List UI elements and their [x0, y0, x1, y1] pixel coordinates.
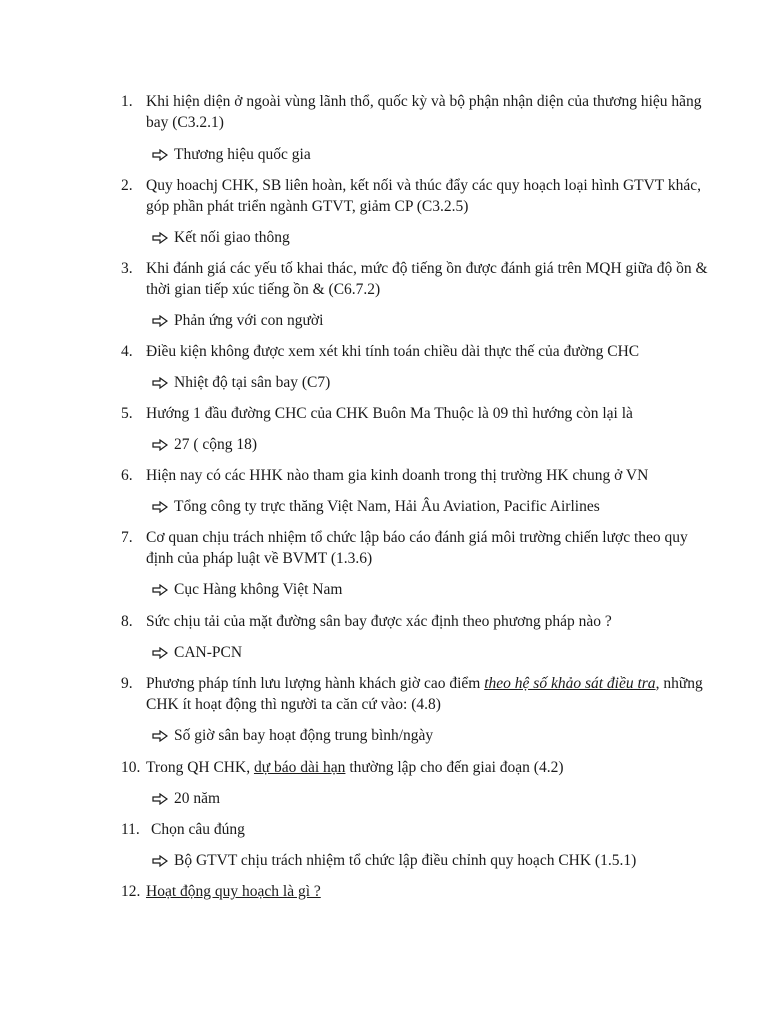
- answer-text: 20 năm: [174, 790, 221, 807]
- question-number: 9.: [121, 675, 133, 692]
- question-7: [121, 527, 711, 569]
- question-number: 8.: [121, 613, 133, 630]
- answer-9: [152, 725, 433, 746]
- question-number: 10.: [121, 759, 141, 776]
- question-text: Hướng 1 đầu đường CHC của CHK Buôn Ma Thuộc là 09 thì hướng còn lại là: [146, 405, 633, 422]
- question-number: 11.: [121, 821, 140, 838]
- arrow-right-icon: [152, 377, 174, 389]
- question-text: Sức chịu tải của mặt đường sân bay được xác định theo phương pháp nào ?: [146, 613, 612, 630]
- question-4: [121, 341, 711, 362]
- question-text: Chọn câu đúng: [151, 821, 245, 838]
- arrow-right-icon: [152, 855, 174, 867]
- answer-text: CAN-PCN: [174, 644, 243, 661]
- question-text: Khi hiện diện ở ngoài vùng lãnh thổ, quốc kỳ và bộ phận nhận diện của thương hiệu hãng bay (C3.2.1): [146, 93, 702, 131]
- question-text-part: Phương pháp tính lưu lượng hành khách giờ cao điểm: [146, 675, 485, 692]
- arrow-right-icon: [152, 315, 174, 327]
- question-number: 3.: [121, 260, 133, 277]
- question-emphasis: dự báo dài hạn: [253, 759, 346, 776]
- answer-text: Cục Hàng không Việt Nam: [174, 581, 343, 598]
- answer-text: Bộ GTVT chịu trách nhiệm tổ chức lập điều chỉnh quy hoạch CHK (1.5.1): [174, 852, 637, 869]
- answer-10: [152, 788, 220, 809]
- question-text: Cơ quan chịu trách nhiệm tổ chức lập báo cáo đánh giá môi trường chiến lược theo quy định của pháp luật về BVMT (1.3.6): [146, 529, 688, 567]
- answer-text: Nhiệt độ tại sân bay (C7): [174, 374, 331, 391]
- question-text: [146, 673, 711, 715]
- question-number: 12.: [121, 883, 141, 900]
- arrow-right-icon: [152, 793, 174, 805]
- question-number: 4.: [121, 343, 133, 360]
- arrow-right-icon: [152, 647, 174, 659]
- question-number: 5.: [121, 405, 133, 422]
- question-text: Điều kiện không được xem xét khi tính toán chiều dài thực thế của đường CHC: [146, 343, 640, 360]
- question-1: [121, 91, 711, 133]
- question-text: Hiện nay có các HHK nào tham gia kinh doanh trong thị trường HK chung ở VN: [146, 467, 649, 484]
- question-text-part: thường lập cho đến giai đoạn (4.2): [345, 759, 564, 776]
- question-5: [121, 403, 711, 424]
- answer-text: Kết nối giao thông: [174, 229, 290, 246]
- arrow-right-icon: [152, 501, 174, 513]
- answer-3: [152, 310, 323, 331]
- answer-text: Tổng công ty trực thăng Việt Nam, Hải Âu Aviation, Pacific Airlines: [174, 498, 600, 515]
- arrow-right-icon: [152, 232, 174, 244]
- question-12: [121, 881, 711, 902]
- question-number: 6.: [121, 467, 133, 484]
- answer-text: Phản ứng với con người: [174, 312, 324, 329]
- answer-2: [152, 227, 290, 248]
- question-8: [121, 611, 711, 632]
- arrow-right-icon: [152, 730, 174, 742]
- question-text: Quy hoachj CHK, SB liên hoàn, kết nối và thúc đẩy các quy hoạch loại hình GTVT khác, góp phần phát triển ngành GTVT, giảm CP (C3.2.5): [146, 177, 702, 215]
- question-number: 2.: [121, 177, 133, 194]
- question-10: [121, 757, 711, 778]
- question-9: [121, 673, 711, 715]
- question-text: Hoạt động quy hoạch là gì ?: [146, 883, 321, 900]
- question-text: [146, 757, 711, 778]
- answer-1: [152, 144, 311, 165]
- answer-6: [152, 496, 600, 517]
- question-text-part: Trong QH CHK,: [146, 759, 254, 776]
- answer-text: Số giờ sân bay hoạt động trung bình/ngày: [174, 727, 434, 744]
- question-number: 7.: [121, 529, 133, 546]
- answer-8: [152, 642, 242, 663]
- question-2: [121, 175, 711, 217]
- question-3: [121, 258, 711, 300]
- arrow-right-icon: [152, 439, 174, 451]
- question-emphasis: theo hệ số khảo sát điều tra: [484, 675, 656, 692]
- arrow-right-icon: [152, 149, 174, 161]
- question-number: 1.: [121, 93, 133, 110]
- answer-text: Thương hiệu quốc gia: [174, 146, 311, 163]
- answer-7: [152, 579, 342, 600]
- question-text-part: , những CHK ít hoạt động thì người ta căn cứ vào: (4.8): [146, 675, 703, 713]
- answer-11: [152, 850, 636, 871]
- question-6: [121, 465, 711, 486]
- question-text: Khi đánh giá các yếu tố khai thác, mức độ tiếng ồn được đánh giá trên MQH giữa độ ồn & thời gian tiếp xúc tiếng ồn & (C6.7.2): [146, 260, 708, 298]
- answer-5: [152, 434, 257, 455]
- answer-text: 27 ( cộng 18): [174, 436, 258, 453]
- question-11: [121, 819, 711, 840]
- answer-4: [152, 372, 330, 393]
- arrow-right-icon: [152, 584, 174, 596]
